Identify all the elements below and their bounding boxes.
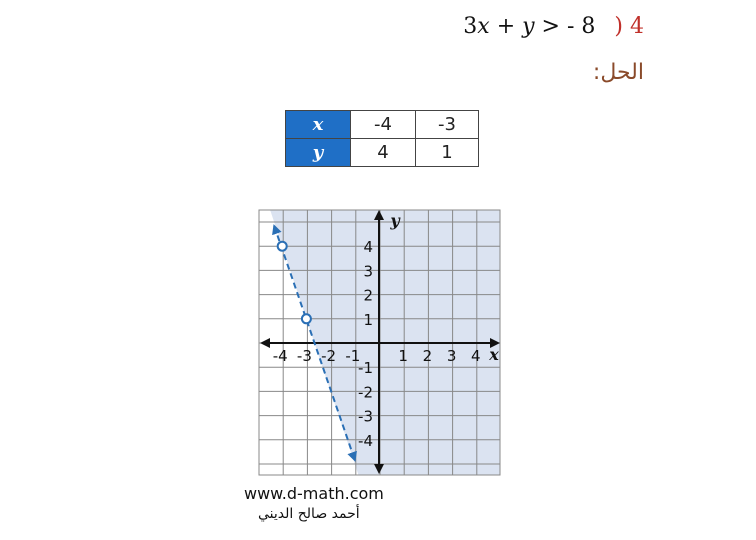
- y-tick-label: -2: [358, 383, 373, 402]
- y-tick-label: 4: [363, 238, 373, 257]
- x-tick-label: -2: [321, 347, 337, 365]
- problem-number: 4: [630, 14, 644, 39]
- table-header-x: x: [286, 111, 351, 139]
- variable-y: y: [522, 14, 535, 39]
- y-tick-label: -3: [358, 407, 373, 426]
- website-credit: www.d-math.com: [244, 484, 384, 503]
- plotted-point: [278, 242, 287, 251]
- plotted-point: [302, 314, 311, 323]
- y-tick-label: 1: [363, 310, 373, 329]
- x-tick-label: -4: [272, 347, 288, 365]
- solution-label: الحل:: [592, 60, 644, 85]
- coefficient: 3: [463, 14, 478, 39]
- table-cell-x2: -3: [416, 111, 479, 139]
- y-tick-label: 2: [363, 286, 373, 305]
- variable-x: x: [477, 14, 490, 39]
- problem-paren: ): [614, 14, 623, 39]
- table-cell-x1: -4: [351, 111, 416, 139]
- x-tick-label: -3: [296, 347, 312, 365]
- table-header-y: y: [286, 139, 351, 167]
- inequality-rhs: > - 8: [534, 14, 596, 39]
- x-axis-label: x: [489, 345, 499, 364]
- y-tick-label: -4: [358, 431, 373, 450]
- y-tick-label: -1: [358, 359, 373, 378]
- x-tick-label: 1: [398, 347, 408, 365]
- table-cell-y2: 1: [416, 139, 479, 167]
- plus-sign: +: [489, 14, 523, 39]
- y-tick-label: 3: [363, 262, 373, 281]
- x-tick-label: 3: [446, 347, 457, 365]
- y-axis-label: y: [390, 211, 400, 230]
- x-tick-label: 4: [471, 347, 481, 365]
- x-tick-label: 2: [422, 347, 433, 365]
- author-name: أحمد صالح الديني: [258, 506, 360, 522]
- x-tick-label: -1: [345, 347, 361, 365]
- table-cell-y1: 4: [351, 139, 416, 167]
